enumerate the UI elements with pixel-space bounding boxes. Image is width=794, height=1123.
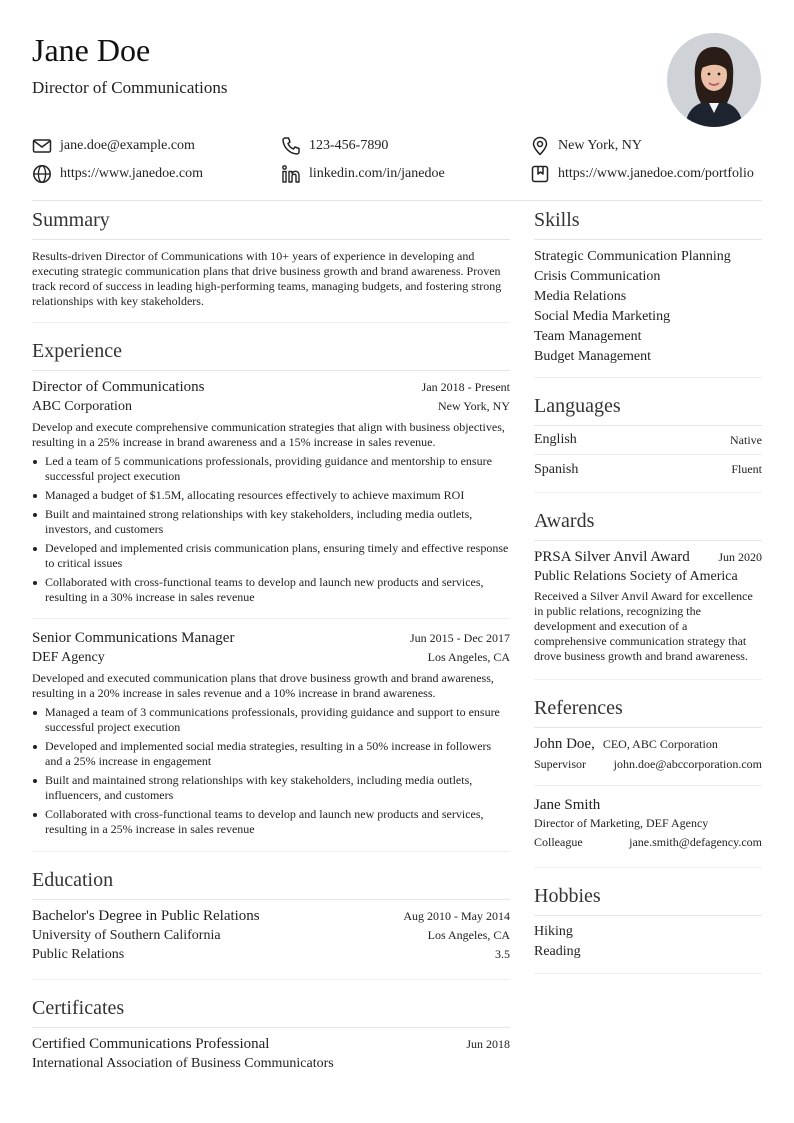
resume-page	[32, 0, 762, 1123]
job-bullets	[32, 705, 510, 837]
mail-icon	[32, 136, 52, 156]
award-date: Jun 2020	[718, 550, 762, 564]
job-entry	[32, 371, 510, 619]
contact-linkedin-text: linkedin.com/in/janedoe	[309, 166, 445, 181]
experience-section	[32, 323, 510, 852]
education-field: Public Relations	[32, 947, 125, 962]
education-gpa: 3.5	[495, 947, 510, 961]
summary-section	[32, 200, 510, 323]
references-section	[534, 680, 762, 868]
job-bullet: Managed a team of 3 communications professionals, providing guidance and support to ensure successful project execution	[32, 705, 510, 735]
education-title: Education	[32, 860, 510, 900]
contact-website-text: https://www.janedoe.com	[60, 166, 203, 181]
reference-relation: Supervisor	[534, 757, 586, 771]
hobby-item: Reading	[534, 944, 581, 959]
job-bullet: Collaborated with cross-functional teams to develop and launch new products and services, resulting in a 25% increase in sales revenue	[32, 807, 510, 837]
award-issuer: Public Relations Society of America	[534, 569, 738, 584]
contact-location-text: New York, NY	[558, 138, 643, 153]
education-location: Los Angeles, CA	[427, 928, 510, 942]
contact-website[interactable]	[32, 164, 203, 184]
certificate-date: Jun 2018	[466, 1037, 510, 1051]
contact-linkedin[interactable]	[281, 164, 445, 184]
education-section	[32, 852, 510, 980]
job-location: New York, NY	[437, 399, 510, 413]
job-bullet: Built and maintained strong relationships with key stakeholders, including media outlets, investors, and customers	[32, 507, 510, 537]
hobby-item: Hiking	[534, 924, 573, 939]
language-row	[534, 426, 762, 455]
languages-section	[534, 378, 762, 493]
experience-title: Experience	[32, 331, 510, 371]
linkedin-icon	[281, 164, 301, 184]
skills-section	[534, 200, 762, 378]
bookmark-icon	[530, 164, 550, 184]
portrait-photo	[667, 33, 761, 127]
job-bullet: Developed and implemented crisis communication plans, ensuring timely and effective response to critical issues	[32, 541, 510, 571]
job-bullets	[32, 454, 510, 605]
job-company: DEF Agency	[32, 650, 105, 665]
job-position: Senior Communications Manager	[32, 630, 235, 646]
job-bullet: Collaborated with cross-functional teams to develop and launch new products and services, resulting in a 30% increase in sales revenue	[32, 575, 510, 605]
contact-portfolio[interactable]	[530, 164, 754, 184]
certificate-name: Certified Communications Professional	[32, 1036, 270, 1052]
contact-portfolio-text: https://www.janedoe.com/portfolio	[558, 166, 754, 181]
job-entry	[32, 619, 510, 852]
certificate-issuer: International Association of Business Communicators	[32, 1056, 334, 1071]
education-dates: Aug 2010 - May 2014	[403, 909, 510, 923]
skill-item: Crisis Communication	[534, 269, 661, 284]
summary-title: Summary	[32, 200, 510, 240]
reference-position: Director of Marketing, DEF Agency	[534, 816, 709, 830]
skill-item: Budget Management	[534, 349, 652, 364]
awards-section	[534, 493, 762, 680]
skill-item: Social Media Marketing	[534, 309, 671, 324]
references-title: References	[534, 688, 762, 728]
job-dates: Jan 2018 - Present	[421, 380, 510, 394]
languages-title: Languages	[534, 386, 762, 426]
left-column	[32, 200, 510, 1072]
language-level: Native	[730, 432, 762, 447]
certificates-title: Certificates	[32, 988, 510, 1028]
job-position: Director of Communications	[32, 379, 205, 395]
contact-location	[530, 136, 642, 156]
candidate-name: Jane Doe	[32, 32, 151, 68]
job-bullet: Built and maintained strong relationships with key stakeholders, including media outlets, influencers, and customers	[32, 773, 510, 803]
award-name: PRSA Silver Anvil Award	[534, 549, 690, 565]
skills-title: Skills	[534, 200, 762, 240]
skill-item: Team Management	[534, 329, 642, 344]
contact-phone[interactable]	[281, 136, 388, 156]
reference-name: John Doe,	[534, 736, 595, 752]
job-dates: Jun 2015 - Dec 2017	[410, 631, 510, 645]
contact-phone-text: 123-456-7890	[309, 138, 389, 153]
language-level: Fluent	[731, 462, 762, 476]
reference-position: CEO, ABC Corporation	[602, 737, 718, 751]
certificates-section	[32, 980, 510, 1072]
skill-item: Strategic Communication Planning	[534, 249, 731, 264]
reference-entry	[534, 786, 762, 850]
job-bullet: Led a team of 5 communications professionals, providing guidance and mentorship to ensure successful project execution	[32, 454, 510, 484]
reference-relation: Colleague	[534, 835, 583, 849]
reference-email[interactable]: jane.smith@defagency.com	[629, 835, 762, 849]
awards-title: Awards	[534, 501, 762, 541]
education-school: University of Southern California	[32, 928, 221, 943]
contact-email[interactable]	[32, 136, 195, 156]
job-bullet: Developed and implemented social media strategies, resulting in a 50% increase in followers and a 25% increase in engagement	[32, 739, 510, 769]
education-degree: Bachelor's Degree in Public Relations	[32, 908, 260, 924]
job-company: ABC Corporation	[32, 399, 132, 414]
hobbies-section	[534, 868, 762, 974]
globe-icon	[32, 164, 52, 184]
candidate-role: Director of Communications	[32, 78, 228, 97]
reference-entry	[534, 728, 762, 786]
summary-text: Results-driven Director of Communications with 10+ years of experience in developing and executing strategic communication plans that drive business growth and brand awareness. Proven track record of success in leading high-performing teams, managing budgets, and fostering strong relationships with key stakeholders.	[32, 249, 502, 308]
skill-item: Media Relations	[534, 289, 627, 304]
job-description: Develop and execute comprehensive communication strategies that align with business objectives, resulting in a 25% increase in brand awareness and a 15% increase in sales revenue.	[32, 420, 505, 449]
language-name: Spanish	[534, 461, 579, 477]
award-description: Received a Silver Anvil Award for excellence in public relations, recognizing the development and execution of a comprehensive communication strategy that drove business growth and brand awareness.	[534, 589, 753, 663]
job-bullet: Managed a budget of $1.5M, allocating resources effectively to achieve maximum ROI	[32, 488, 510, 503]
map-pin-icon	[530, 136, 550, 156]
language-name: English	[534, 432, 577, 447]
hobbies-title: Hobbies	[534, 876, 762, 916]
right-column	[534, 200, 762, 974]
reference-email[interactable]: john.doe@abccorporation.com	[613, 757, 762, 771]
phone-icon	[281, 136, 301, 156]
language-row	[534, 455, 762, 484]
contact-email-text: jane.doe@example.com	[60, 138, 195, 153]
reference-name: Jane Smith	[534, 797, 601, 813]
job-location: Los Angeles, CA	[427, 650, 510, 664]
job-description: Developed and executed communication plans that drove business growth and brand awareness, resulting in a 20% increase in sales revenue and a 10% increase in brand awareness.	[32, 671, 494, 700]
